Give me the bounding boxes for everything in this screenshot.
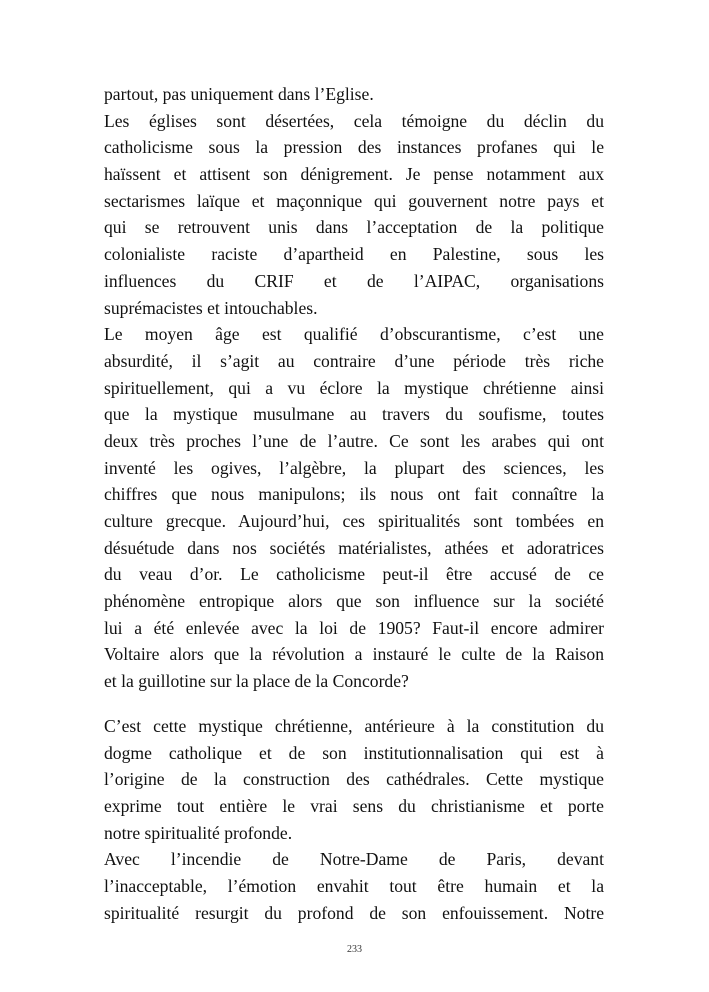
text-line: et la guillotine sur la place de la Concorde? [104,671,409,692]
text-line: que la mystique musulmane au travers du soufisme, toutes [104,404,604,425]
text-line: partout, pas uniquement dans l’Eglise. [104,84,374,104]
text-line: dogme catholique et de son institutionnalisation qui est à [104,742,604,763]
paragraph [104,846,604,926]
text-line: C’est cette mystique chrétienne, antérieure à la constitution du [104,715,604,736]
text-line: catholicisme sous la pression des instances profanes qui le [104,137,604,158]
paragraph [104,321,604,695]
text-line: haïssent et attisent son dénigrement. Je pense notamment aux [104,164,604,185]
text-line: lui a été enlevée avec la loi de 1905? Faut-il encore admirer [104,617,604,638]
text-line: spirituellement, qui a vu éclore la mystique chrétienne ainsi [104,377,604,398]
paragraph [104,108,604,322]
text-line: désuétude dans nos sociétés matérialistes, athées et adoratrices [104,537,604,558]
paragraph [104,713,604,846]
page-body [104,81,604,926]
text-line: Avec l’incendie de Notre-Dame de Paris, devant [104,849,604,870]
text-line: culture grecque. Aujourd’hui, ces spiritualités sont tombées en [104,511,604,531]
page-number: 233 [347,944,362,955]
paragraph-spacer [104,695,604,713]
text-line: absurdité, il s’agit au contraire d’une période très riche [104,350,604,371]
text-line: du veau d’or. Le catholicisme peut-il être accusé de ce [104,564,604,585]
text-line: spiritualité resurgit du profond de son enfouissement. Notre [104,902,604,923]
text-line: sectarismes laïque et maçonnique qui gouvernent notre pays et [104,190,604,211]
text-line: l’origine de la construction des cathédrales. Cette mystique [104,769,604,790]
text-line: phénomène entropique alors que son influence sur la société [104,591,604,612]
paragraph [104,81,604,108]
text-line: colonialiste raciste d’apartheid en Palestine, sous les [104,244,604,265]
text-line: Le moyen âge est qualifié d’obscurantisme, c’est une [104,324,604,345]
text-line: influences du CRIF et de l’AIPAC, organisations [104,270,604,291]
text-line: l’inacceptable, l’émotion envahit tout être humain et la [104,875,604,896]
text-line: qui se retrouvent unis dans l’acceptation de la politique [104,217,604,238]
text-line: notre spiritualité profonde. [104,822,293,843]
text-line: Les églises sont désertées, cela témoigne du déclin du [104,110,604,131]
text-line: deux très proches l’une de l’autre. Ce sont les arabes qui ont [104,430,604,451]
text-line: chiffres que nous manipulons; ils nous ont fait connaître la [104,484,604,505]
text-line: inventé les ogives, l’algèbre, la plupart des sciences, les [104,457,604,478]
text-line: Voltaire alors que la révolution a instauré le culte de la Raison [104,644,604,665]
text-line: exprime tout entière le vrai sens du christianisme et porte [104,795,604,816]
text-line: suprémacistes et intouchables. [104,297,318,318]
